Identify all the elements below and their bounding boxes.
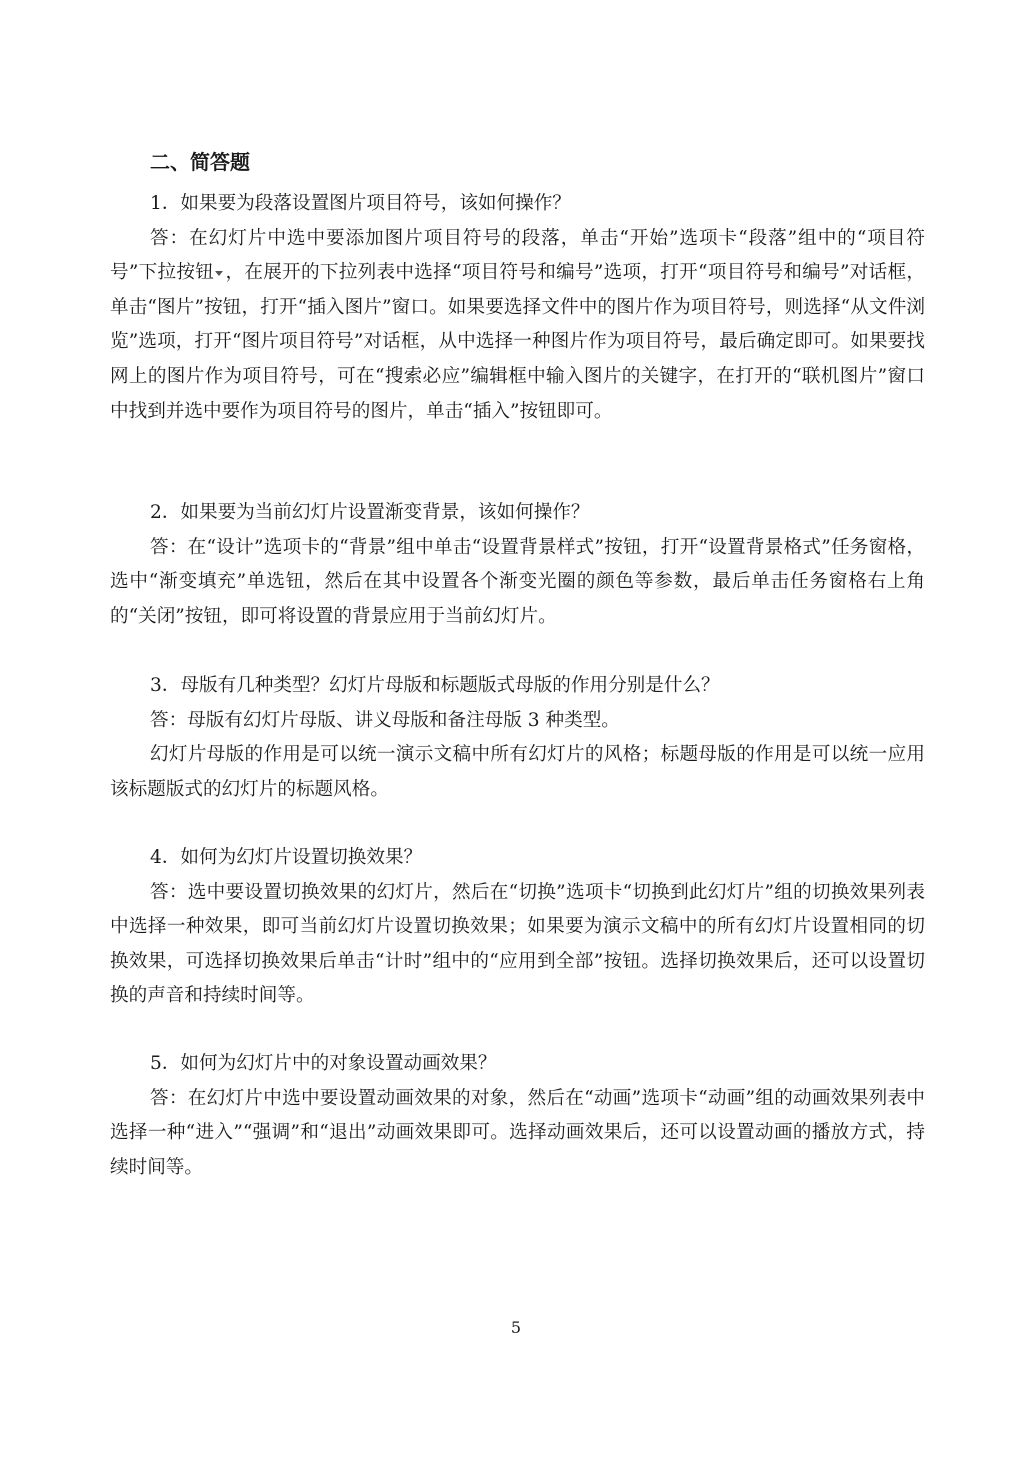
question-2: 2．如果要为当前幻灯片设置渐变背景，该如何操作？ [150, 502, 590, 523]
qa-item-5 [110, 1047, 925, 1185]
dropdown-arrow-icon [215, 271, 223, 276]
question-1: 1．如果要为段落设置图片项目符号，该如何操作？ [150, 193, 571, 214]
answer-1-part-2: ，在展开的下拉列表中选择“项目符号和编号”选项，打开“项目符号和编号”对话框，单击“图片”按钮，打开“插入图片”窗口。如果要选择文件中的图片作为项目符号，则选择“从文件浏览”选项，打开“图片项目符号”对话框，从中选择一种图片作为项目符号，最后确定即可。如果要找网上的图片作为项目符号，可在“搜索必应”编辑框中输入图片的关键字，在打开的“联机图片”窗口中找到并选中要作为项目符号的图片，单击“插入”按钮即可。 [110, 262, 925, 422]
question-5: 5．如何为幻灯片中的对象设置动画效果？ [150, 1053, 497, 1074]
answer-5: 答：在幻灯片中选中要设置动画效果的对象，然后在“动画”选项卡“动画”组的动画效果列表中选择一种“进入”“强调”和“退出”动画效果即可。选择动画效果后，还可以设置动画的播放方式，持续时间等。 [110, 1087, 925, 1178]
answer-1-part-1: 答：在幻灯片中选中要添加图片项目符号的段落，单击“开始”选项卡“段落”组中的“项目符号”下拉按钮 [110, 227, 925, 284]
answer-1 [110, 222, 925, 430]
qa-item-1 [110, 187, 925, 429]
answer-3-extra: 幻灯片母版的作用是可以统一演示文稿中所有幻灯片的风格；标题母版的作用是可以统一应用该标题版式的幻灯片的标题风格。 [110, 744, 925, 800]
answer-4: 答：选中要设置切换效果的幻灯片，然后在“切换”选项卡“切换到此幻灯片”组的切换效果列表中选择一种效果，即可当前幻灯片设置切换效果；如果要为演示文稿中的所有幻灯片设置相同的切换效果，可选择切换效果后单击“计时”组中的“应用到全部”按钮。选择切换效果后，还可以设置切换的声音和持续时间等。 [110, 881, 925, 1007]
section-title: 二、简答题 [150, 150, 250, 174]
qa-item-3 [110, 669, 925, 807]
answer-2: 答：在“设计”选项卡的“背景”组中单击“设置背景样式”按钮，打开“设置背景格式”任务窗格，选中“渐变填充”单选钮，然后在其中设置各个渐变光圈的颜色等参数，最后单击任务窗格右上角的“关闭”按钮，即可将设置的背景应用于当前幻灯片。 [110, 536, 925, 627]
answer-3: 答：母版有幻灯片母版、讲义母版和备注母版 3 种类型。 [150, 709, 620, 731]
qa-item-4 [110, 841, 925, 1014]
qa-item-2 [110, 496, 925, 634]
question-3: 3．母版有几种类型？幻灯片母版和标题版式母版的作用分别是什么？ [150, 675, 720, 696]
page-number: 5 [510, 1318, 522, 1337]
question-4: 4．如何为幻灯片设置切换效果？ [150, 847, 423, 868]
